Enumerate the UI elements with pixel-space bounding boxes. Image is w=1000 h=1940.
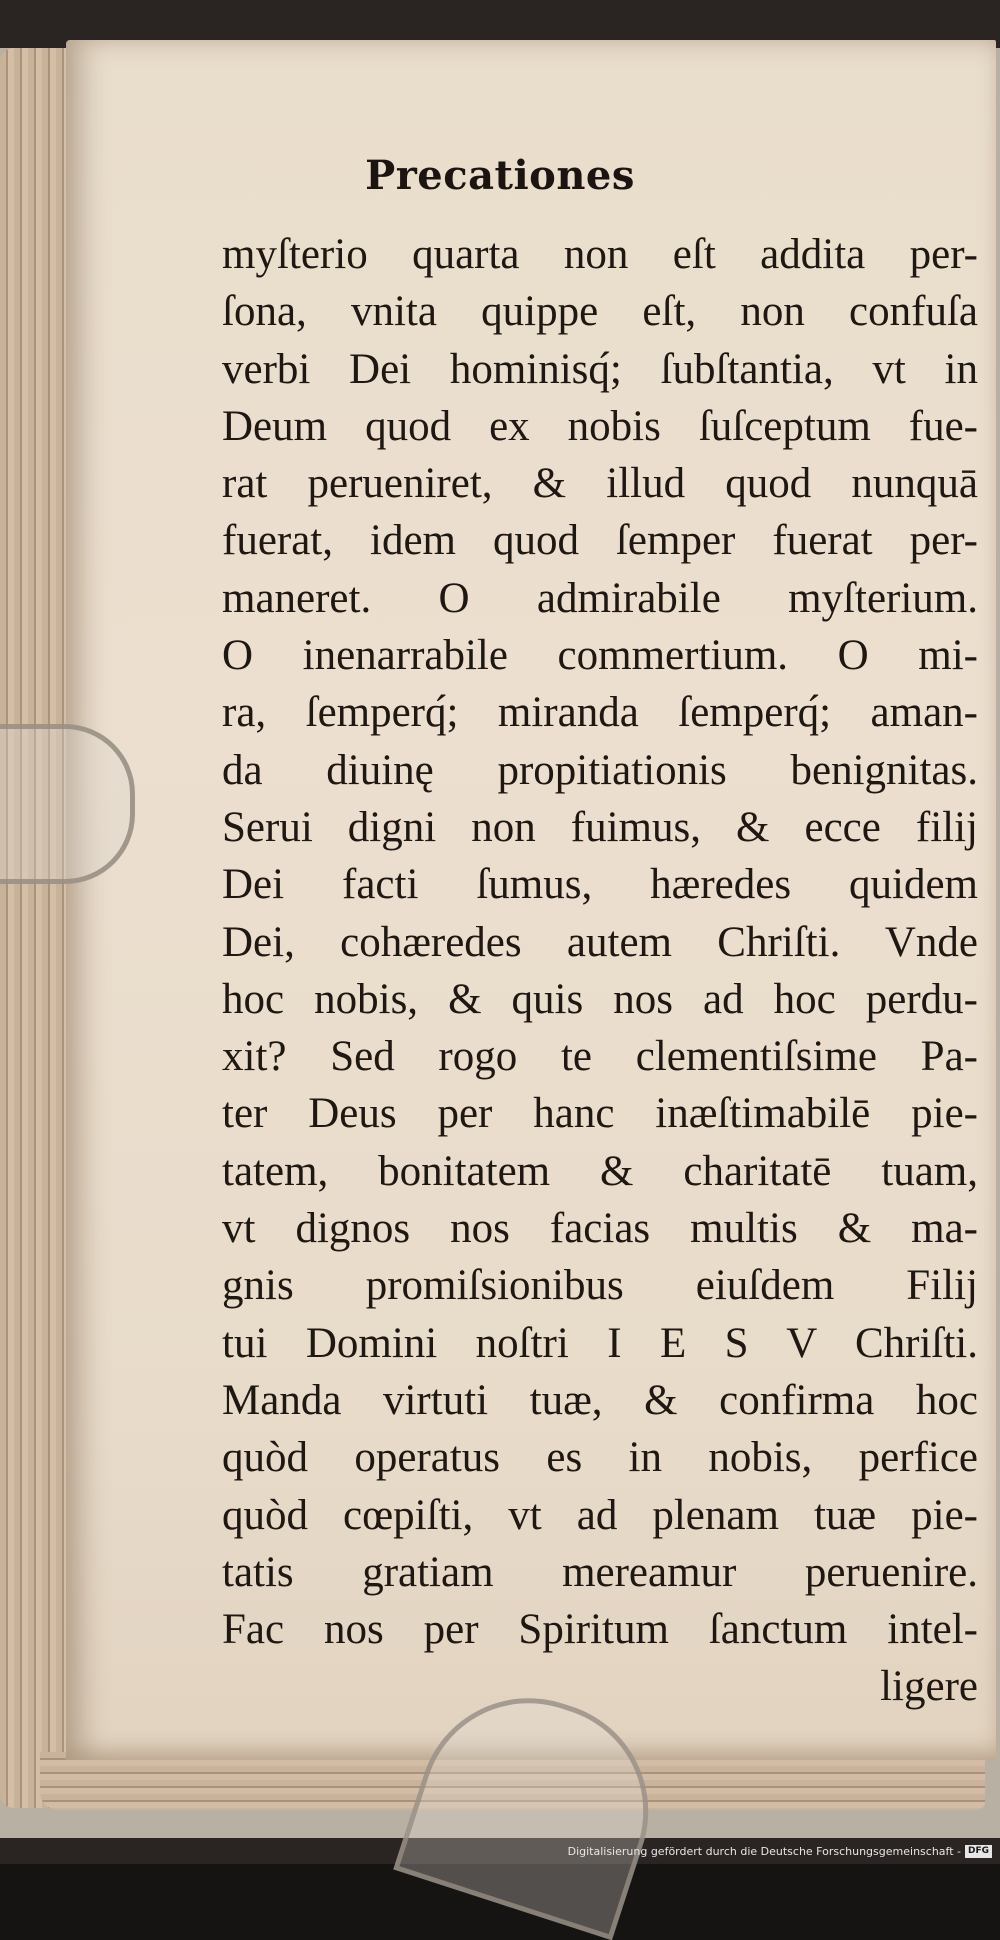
text-line: myſterio quarta non eſt addita per- [222, 231, 978, 278]
text-line: fuerat, idem quod ſemper fuerat per- [222, 517, 978, 565]
text-line: hoc nobis, & quis nos ad hoc perdu- [222, 975, 978, 1023]
text-line: quòd operatus es in nobis, perfice [222, 1434, 978, 1482]
catchword: ligere [880, 1663, 978, 1711]
running-head: Precationes [365, 152, 635, 199]
text-line: maneret. O admirabile myſterium. [222, 574, 978, 622]
body-text [222, 226, 978, 1716]
text-line: Serui digni non fuimus, & ecce filij [222, 803, 978, 851]
text-line: quòd cœpiſti, vt ad plenam tuæ pie- [222, 1491, 978, 1539]
text-line: vt dignos nos facias multis & ma- [222, 1205, 978, 1253]
page-edges-left [0, 48, 70, 1808]
dfg-logo: DFG [965, 1845, 992, 1858]
text-line: da diuinę propitiationis benignitas. [222, 746, 978, 794]
text-line: Dei, cohæredes autem Chriſti. Vnde [222, 918, 978, 966]
text-line: Fac nos per Spiritum ſanctum intel- [222, 1606, 978, 1654]
text-line: ſona, vnita quippe eſt, non confuſa [222, 288, 978, 336]
text-line: Manda virtuti tuæ, & confirma hoc [222, 1376, 978, 1424]
text-line: verbi Dei hominisq́; ſubſtantia, vt in [222, 345, 978, 393]
text-line: tui Domini noſtri I E S V Chriſti. [222, 1319, 978, 1367]
text-line: tatem, bonitatem & charitatē tuam, [222, 1147, 978, 1195]
glass-clip-left [0, 724, 135, 884]
text-line: ter Deus per hanc inæſtimabilē pie- [222, 1090, 978, 1138]
text-line: gnis promiſsionibus eiuſdem Filij [222, 1262, 978, 1310]
digitization-credit [568, 1845, 992, 1858]
text-line: Dei facti ſumus, hæredes quidem [222, 861, 978, 909]
credit-text: Digitalisierung gefördert durch die Deutsche Forschungsgemeinschaft - [567, 1845, 961, 1858]
text-line: tatis gratiam mereamur peruenire. [222, 1548, 978, 1596]
text-line: Deum quod ex nobis ſuſceptum fue- [222, 402, 978, 450]
text-line: rat perueniret, & illud quod nunquā [222, 460, 978, 508]
text-line: ra, ſemperq́; miranda ſemperq́; aman- [222, 689, 978, 737]
text-line: xit? Sed rogo te clementiſsime Pa- [222, 1033, 978, 1081]
text-line: O inenarrabile commertium. O mi- [222, 632, 978, 680]
